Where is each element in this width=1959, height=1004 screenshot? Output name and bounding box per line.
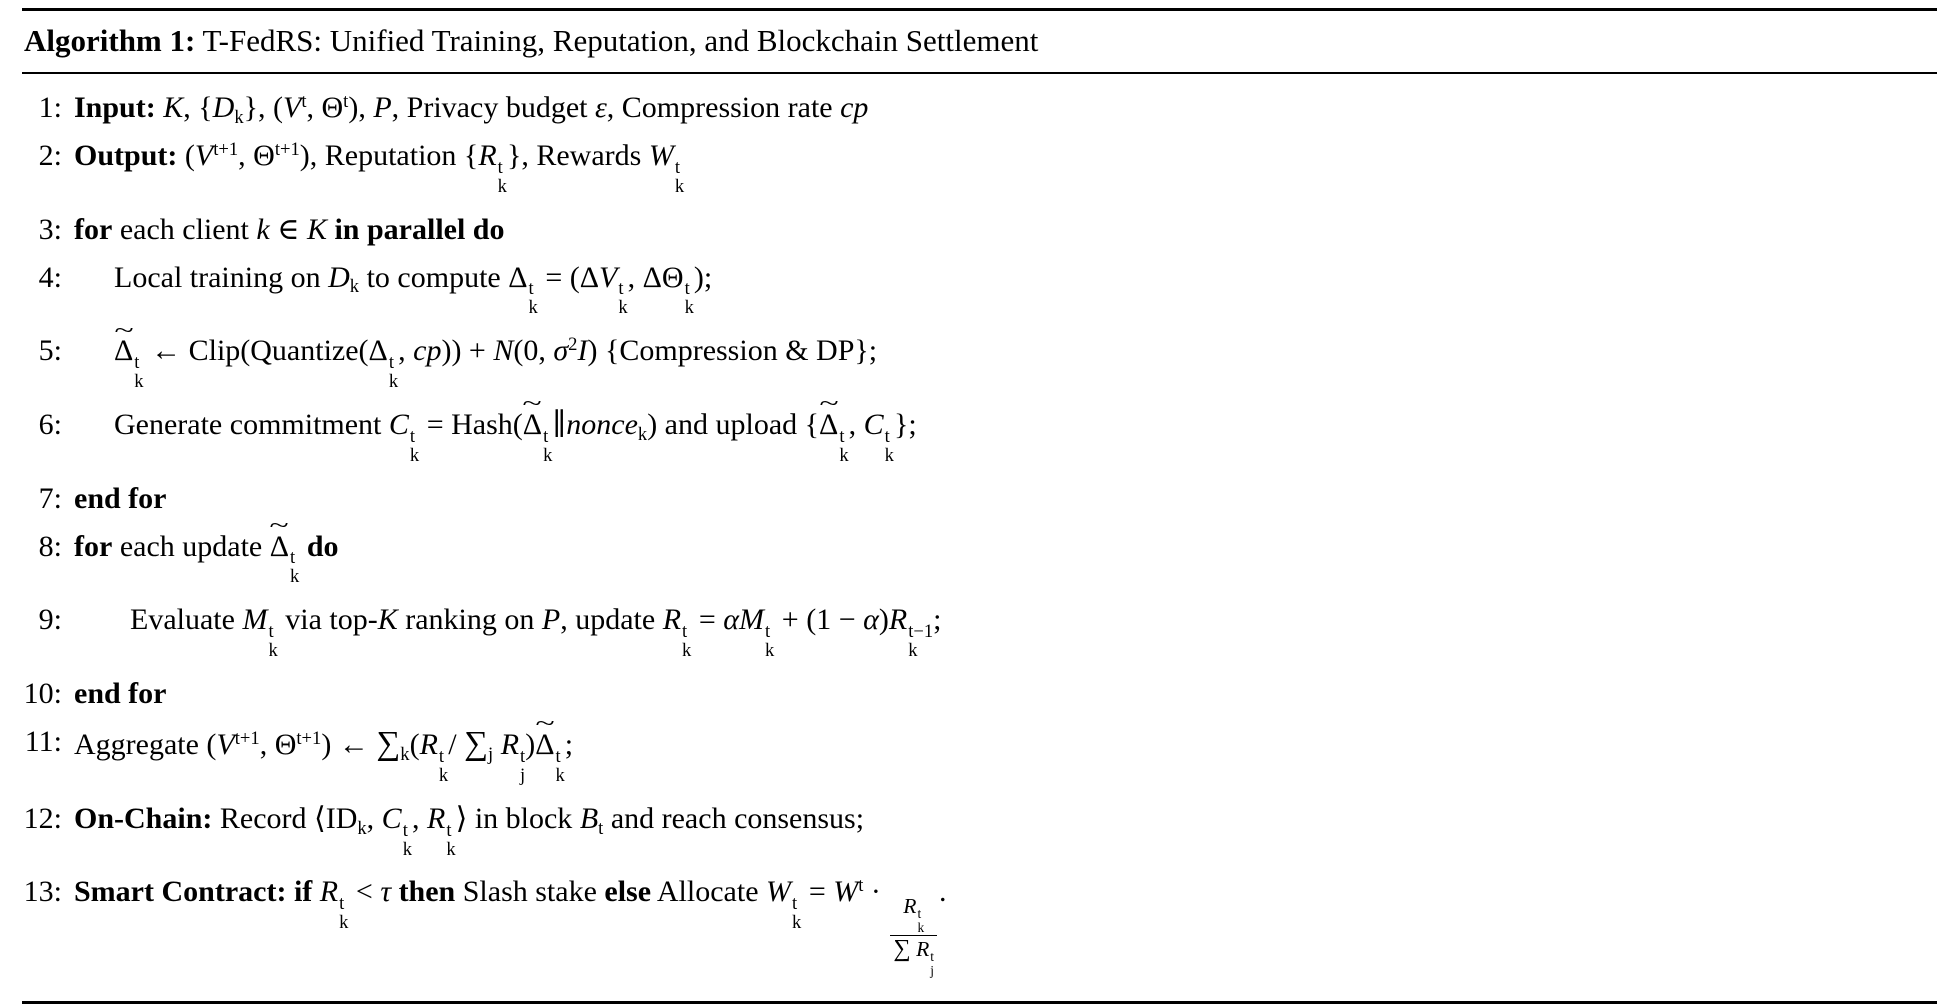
algorithm-line <box>22 254 1937 328</box>
line-keyword: end for <box>74 677 167 711</box>
line-body: Generate commitment C t k = Hash(~ Δ t k ∥nonce$_k$) and upload {~ Δ t k , C t k }; <box>74 410 1937 466</box>
algorithm-line <box>22 327 1937 401</box>
algorithm-line <box>22 868 1937 986</box>
algorithm-line <box>22 795 1937 869</box>
line-keyword: On-Chain: <box>74 801 213 835</box>
line-keyword: for <box>74 529 113 563</box>
line-number: 4: <box>38 260 62 294</box>
algorithm-line <box>22 132 1937 206</box>
line-body: for each update ~ Δ t k do <box>74 532 1937 588</box>
algorithm-line <box>22 670 1937 718</box>
line-body <box>74 481 1937 515</box>
line-number: 2: <box>38 138 62 172</box>
line-body: ~ Δ t k ← Clip(Quantize(Δ t k , cp)) + N(0, $\sigma^2I$) {Compression & DP}; <box>74 336 1937 392</box>
algorithm-line <box>22 523 1937 597</box>
line-number: 11: <box>24 725 62 759</box>
line-number: 3: <box>38 212 62 246</box>
line-body: Local training on $D_k$ to compute Δ t k = (ΔV t k , ΔΘ t k ); <box>114 260 713 319</box>
algorithm-block <box>0 8 1959 1004</box>
algorithm-caption-title: T-FedRS: Unified Training, Reputation, and Blockchain Settlement <box>202 23 1039 58</box>
line-number: 13: <box>23 875 62 909</box>
line-number: 8: <box>38 529 62 563</box>
line-number: 10: <box>23 677 62 711</box>
line-body: Aggregate ($V^{t+1}$, $\Theta^{t+1}$) ← $\sum_k(R$ t k / $\sum_j$ R t j )~ Δ t k ; <box>74 727 1937 786</box>
algorithm-line <box>22 475 1937 523</box>
line-number: 7: <box>38 481 62 515</box>
algorithm-caption <box>22 11 1937 72</box>
line-number: 12: <box>23 801 62 835</box>
line-number: 1: <box>38 90 62 124</box>
bottom-rule <box>22 1001 1937 1004</box>
line-number: 5: <box>38 334 62 368</box>
algorithm-line <box>22 718 1937 795</box>
line-number: 6: <box>38 407 62 441</box>
line-keyword: for <box>74 212 113 246</box>
line-number: 9: <box>38 603 62 637</box>
algorithm-line <box>22 84 1937 132</box>
line-body: for each client k ∈ K in parallel do <box>74 212 505 246</box>
algorithm-lines <box>22 74 1937 1001</box>
line-body <box>74 679 1937 709</box>
line-body: Evaluate M t k via top-K ranking on P, update R t k = αM t k + (1 − α)R t−1 k ; <box>130 603 942 662</box>
algorithm-line <box>22 401 1937 475</box>
line-keyword: Smart Contract: <box>74 875 287 909</box>
line-body: On-Chain: Record $⟨ID_k$, C t k , R t k ⟩ in block $B_t$ and reach consensus; <box>74 801 865 860</box>
line-keyword: Input: <box>74 90 156 124</box>
algorithm-line <box>22 206 1937 254</box>
algorithm-caption-label: Algorithm 1: <box>24 23 196 58</box>
line-keyword: Output: <box>74 138 178 172</box>
line-body: Input: K, $\{D_k\}$, ($V^t$, $\Theta^t$), P, Privacy budget ε, Compression rate cp <box>74 90 869 128</box>
line-keyword: end for <box>74 481 167 515</box>
algorithm-line <box>22 596 1937 670</box>
line-body: Output: ($V^{t+1}$, $\Theta^{t+1}$), Reputation {R t k }, Rewards W t k <box>74 138 685 197</box>
line-body: Smart Contract: if R t k < τ then Slash stake else Allocate W t k = $W^t$ · R t k ∑ R t j . <box>74 875 947 978</box>
